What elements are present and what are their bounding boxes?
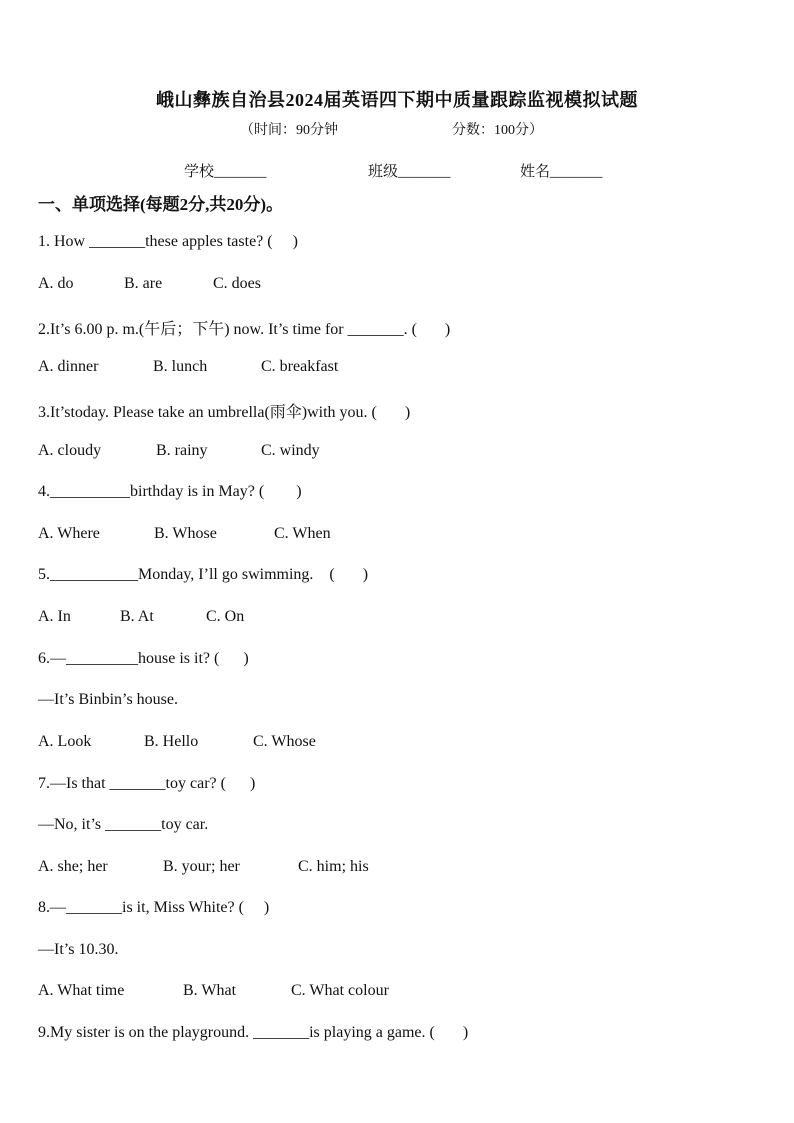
option-b: B. your; her bbox=[163, 858, 240, 875]
option-a: A. Where bbox=[38, 525, 100, 542]
question-answer-line: —It’s 10.30. bbox=[38, 941, 119, 958]
option-c: C. windy bbox=[261, 442, 320, 459]
option-b: B. are bbox=[124, 275, 163, 292]
question-stem: 6.—_________house is it? ( ) bbox=[38, 650, 249, 667]
question-options bbox=[38, 733, 316, 751]
question-options bbox=[38, 275, 261, 293]
exam-time: （时间：90分钟 bbox=[240, 123, 338, 138]
question-stem: 3.It’stoday. Please take an umbrella(雨伞)with you. ( ) bbox=[38, 404, 411, 421]
question-options bbox=[38, 982, 389, 1000]
option-b: B. Whose bbox=[154, 525, 217, 542]
option-a: A. cloudy bbox=[38, 442, 102, 459]
question-stem: 1. How _______these apples taste? ( ) bbox=[38, 233, 298, 250]
option-c: C. Whose bbox=[253, 733, 316, 750]
exam-score: 分数：100分） bbox=[452, 123, 543, 138]
option-c: C. On bbox=[206, 608, 245, 625]
class-field: 班级_______ bbox=[368, 164, 451, 180]
option-c: C. breakfast bbox=[261, 358, 339, 375]
option-a: A. she; her bbox=[38, 858, 108, 875]
question-stem: 4.__________birthday is in May? ( ) bbox=[38, 483, 302, 500]
exam-title: 峨山彝族自治县2024届英语四下期中质量跟踪监视模拟试题 bbox=[156, 90, 638, 110]
option-a: A. In bbox=[38, 608, 71, 625]
option-c: C. does bbox=[213, 275, 261, 292]
option-c: C. him; his bbox=[298, 858, 369, 875]
question-options bbox=[38, 358, 338, 376]
section-heading: 一、单项选择(每题2分,共20分)。 bbox=[38, 195, 284, 214]
option-c: C. What colour bbox=[291, 982, 389, 999]
question-answer-line: —No, it’s _______toy car. bbox=[38, 816, 209, 833]
question-options bbox=[38, 525, 331, 543]
option-a: A. Look bbox=[38, 733, 92, 750]
school-field: 学校_______ bbox=[184, 164, 267, 180]
option-c: C. When bbox=[274, 525, 331, 542]
name-field: 姓名_______ bbox=[520, 164, 603, 180]
question-stem: 7.—Is that _______toy car? ( ) bbox=[38, 775, 256, 792]
question-options bbox=[38, 442, 320, 460]
question-options bbox=[38, 858, 369, 876]
option-b: B. What bbox=[183, 982, 237, 999]
option-b: B. Hello bbox=[144, 733, 199, 750]
question-stem: 8.—_______is it, Miss White? ( ) bbox=[38, 899, 270, 916]
option-a: A. dinner bbox=[38, 358, 99, 375]
option-a: A. do bbox=[38, 275, 74, 292]
question-stem: 9.My sister is on the playground. _______is playing a game. ( ) bbox=[38, 1024, 469, 1041]
option-b: B. lunch bbox=[153, 358, 208, 375]
question-stem: 5.___________Monday, I’ll go swimming. ( ) bbox=[38, 566, 369, 583]
option-b: B. At bbox=[120, 608, 154, 625]
option-a: A. What time bbox=[38, 982, 125, 999]
question-options bbox=[38, 608, 244, 626]
question-stem: 2.It’s 6.00 p. m.(午后；下午) now. It’s time for _______. ( ) bbox=[38, 321, 451, 338]
question-answer-line: —It’s Binbin’s house. bbox=[38, 691, 179, 708]
option-b: B. rainy bbox=[156, 442, 208, 459]
